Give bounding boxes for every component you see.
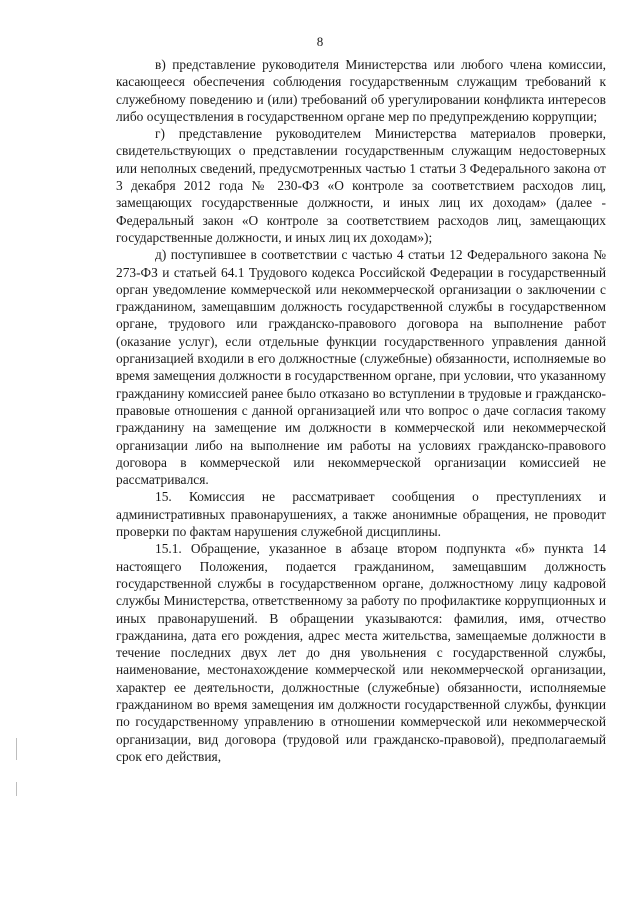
paragraph-g-submission: г) представление руководителем Министерства материалов проверки, свидетельствующих о представлении государственным служащим недостоверных или неполных сведений, предусмотренных частью 1 статьи 3 Федерального закона от 3 декабря 2012 года № 230-ФЗ «О контроле за соответствием расходов лиц, замещающих государственные должности, и иных лиц их доходам» (далее - Федеральный закон «О контроле за соответствием расходов лиц, замещающих государственные должности, и иных лиц их доходам»); — [116, 126, 606, 245]
document-body — [116, 56, 606, 765]
paragraph-15: 15. Комиссия не рассматривает сообщения о преступлениях и административных правонарушениях, а также анонимные обращения, не проводит проверки по фактам нарушения служебной дисциплины. — [116, 489, 606, 540]
paragraph-d-notification: д) поступившее в соответствии с частью 4 статьи 12 Федерального закона № 273-ФЗ и статьей 64.1 Трудового кодекса Российской Федерации в государственный орган уведомление коммерческой или некоммерческой организации о заключении с гражданином, замещавшим должность государственной службы в государственном органе, трудового или гражданско-правового договора на выполнение работ (оказание услуг), если отдельные функции государственного управления данной организацией входили в его должностные (служебные) обязанности, исполняемые во время замещения должности в государственном органе, при условии, что указанному гражданину комиссией ранее было отказано во вступлении в трудовые и гражданско-правовые отношения с данной организацией или что вопрос о даче согласия такому гражданину на замещение им должности в коммерческой или некоммерческой организации либо на выполнение им работы на условиях гражданско-правового договора в коммерческой или некоммерческой организации комиссией не рассматривался. — [116, 247, 606, 488]
paragraph-15-1: 15.1. Обращение, указанное в абзаце втором подпункта «б» пункта 14 настоящего Положения, подается гражданином, замещавшим должность государственной службы в государственном органе, должностному лицу кадровой службы Министерства, ответственному за работу по профилактике коррупционных и иных правонарушений. В обращении указываются: фамилия, имя, отчество гражданина, дата его рождения, адрес места жительства, замещаемые должности в течение последних двух лет до дня увольнения с государственной службы, наименование, местонахождение коммерческой или некоммерческой организации, характер ее деятельности, должностные (служебные) обязанности, исполняемые гражданином во время замещения им должности государственной службы, функции по государственному управлению в отношении коммерческой или некоммерческой организации, вид договора (трудовой или гражданско-правовой), предполагаемый срок его действия, — [116, 541, 606, 764]
page-number: 8 — [316, 34, 324, 49]
paragraph-v-submission: в) представление руководителя Министерства или любого члена комиссии, касающееся обеспечения соблюдения государственным служащим требований к служебному поведению и (или) требований об урегулировании конфликта интересов либо осуществления в государственном органе мер по предупреждению коррупции; — [116, 57, 606, 124]
scan-margin-mark — [16, 782, 17, 796]
scan-margin-mark — [16, 738, 17, 760]
